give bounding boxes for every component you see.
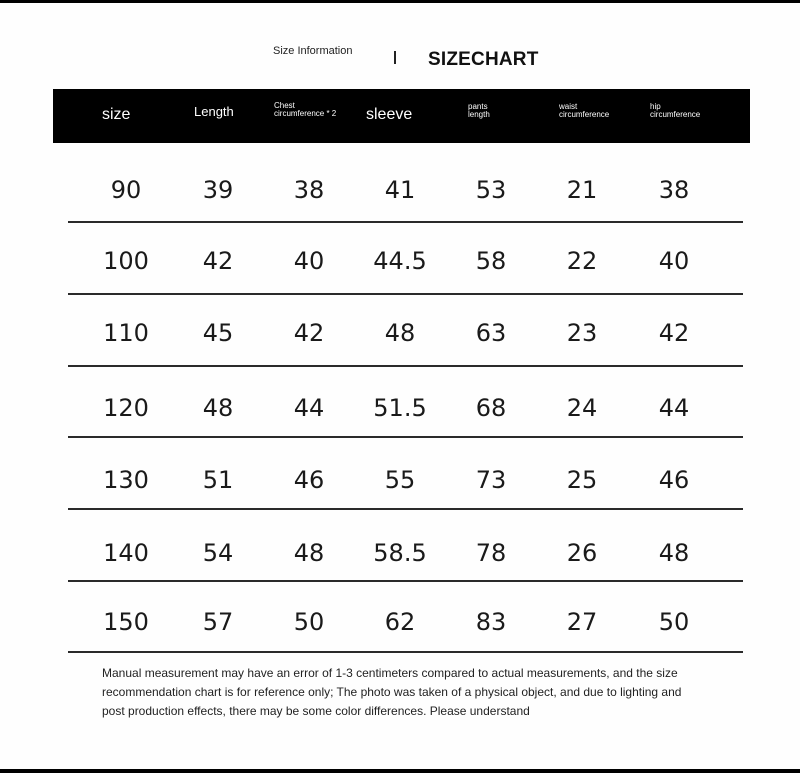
cell-pants-length: 78 <box>475 539 507 567</box>
cell-size: 140 <box>103 539 149 567</box>
size-chart-sheet <box>0 3 800 769</box>
header-sleeve: sleeve <box>366 106 413 123</box>
cell-waist: 23 <box>566 319 598 347</box>
cell-hip: 44 <box>658 394 690 422</box>
header-chest: Chest circumference * 2 <box>274 101 337 118</box>
cell-pants-length: 83 <box>475 608 507 636</box>
header-hip: hip circumference <box>650 102 701 119</box>
cell-size: 150 <box>103 608 149 636</box>
header-size: size <box>102 106 131 123</box>
cell-hip: 40 <box>658 247 690 275</box>
table-row <box>0 154 800 226</box>
cell-hip: 38 <box>658 176 690 204</box>
row-divider <box>68 580 743 582</box>
cell-hip: 48 <box>658 539 690 567</box>
row-divider <box>68 221 743 223</box>
cell-waist: 26 <box>566 539 598 567</box>
title-row <box>0 41 800 77</box>
table-row <box>0 517 800 589</box>
sizechart-title: SIZECHART <box>428 49 539 70</box>
cell-length: 54 <box>202 539 234 567</box>
cell-hip: 46 <box>658 466 690 494</box>
cell-chest: 48 <box>293 539 325 567</box>
table-row <box>0 372 800 444</box>
cell-sleeve: 41 <box>384 176 416 204</box>
row-divider <box>68 293 743 295</box>
cell-chest: 50 <box>293 608 325 636</box>
size-information-label: Size Information <box>273 45 353 57</box>
cell-waist: 27 <box>566 608 598 636</box>
cell-pants-length: 58 <box>475 247 507 275</box>
cell-size: 110 <box>103 319 149 347</box>
cell-chest: 46 <box>293 466 325 494</box>
cell-sleeve: 58.5 <box>373 539 427 567</box>
table-row <box>0 586 800 658</box>
cell-length: 39 <box>202 176 234 204</box>
cell-sleeve: 62 <box>384 608 416 636</box>
cell-chest: 44 <box>293 394 325 422</box>
cell-chest: 40 <box>293 247 325 275</box>
row-divider <box>68 436 743 438</box>
cell-hip: 42 <box>658 319 690 347</box>
cell-sleeve: 48 <box>384 319 416 347</box>
cell-pants-length: 53 <box>475 176 507 204</box>
row-divider <box>68 365 743 367</box>
cell-waist: 22 <box>566 247 598 275</box>
title-divider <box>394 51 396 64</box>
cell-chest: 42 <box>293 319 325 347</box>
measurement-disclaimer: Manual measurement may have an error of 1-3 centimeters compared to actual measurements, and the size recommendation chart is for reference only; The photo was taken of a physical object, and due to lighting and post production effects, there may be some color differences. Please understand <box>102 666 682 718</box>
table-row <box>0 444 800 516</box>
cell-length: 48 <box>202 394 234 422</box>
cell-waist: 24 <box>566 394 598 422</box>
cell-length: 51 <box>202 466 234 494</box>
cell-pants-length: 73 <box>475 466 507 494</box>
cell-sleeve: 44.5 <box>373 247 427 275</box>
cell-size: 120 <box>103 394 149 422</box>
cell-waist: 21 <box>566 176 598 204</box>
table-row <box>0 297 800 369</box>
cell-length: 45 <box>202 319 234 347</box>
cell-length: 42 <box>202 247 234 275</box>
cell-size: 90 <box>110 176 142 204</box>
row-divider <box>68 508 743 510</box>
cell-size: 100 <box>103 247 149 275</box>
cell-pants-length: 63 <box>475 319 507 347</box>
cell-pants-length: 68 <box>475 394 507 422</box>
cell-sleeve: 51.5 <box>373 394 427 422</box>
header-waist: waist circumference <box>559 102 610 119</box>
cell-waist: 25 <box>566 466 598 494</box>
cell-hip: 50 <box>658 608 690 636</box>
cell-length: 57 <box>202 608 234 636</box>
cell-chest: 38 <box>293 176 325 204</box>
header-pants-length: pants length <box>468 102 490 119</box>
row-divider <box>68 651 743 653</box>
cell-size: 130 <box>103 466 149 494</box>
table-header <box>53 89 750 143</box>
header-length: Length <box>194 104 234 119</box>
cell-sleeve: 55 <box>384 466 416 494</box>
table-row <box>0 225 800 297</box>
